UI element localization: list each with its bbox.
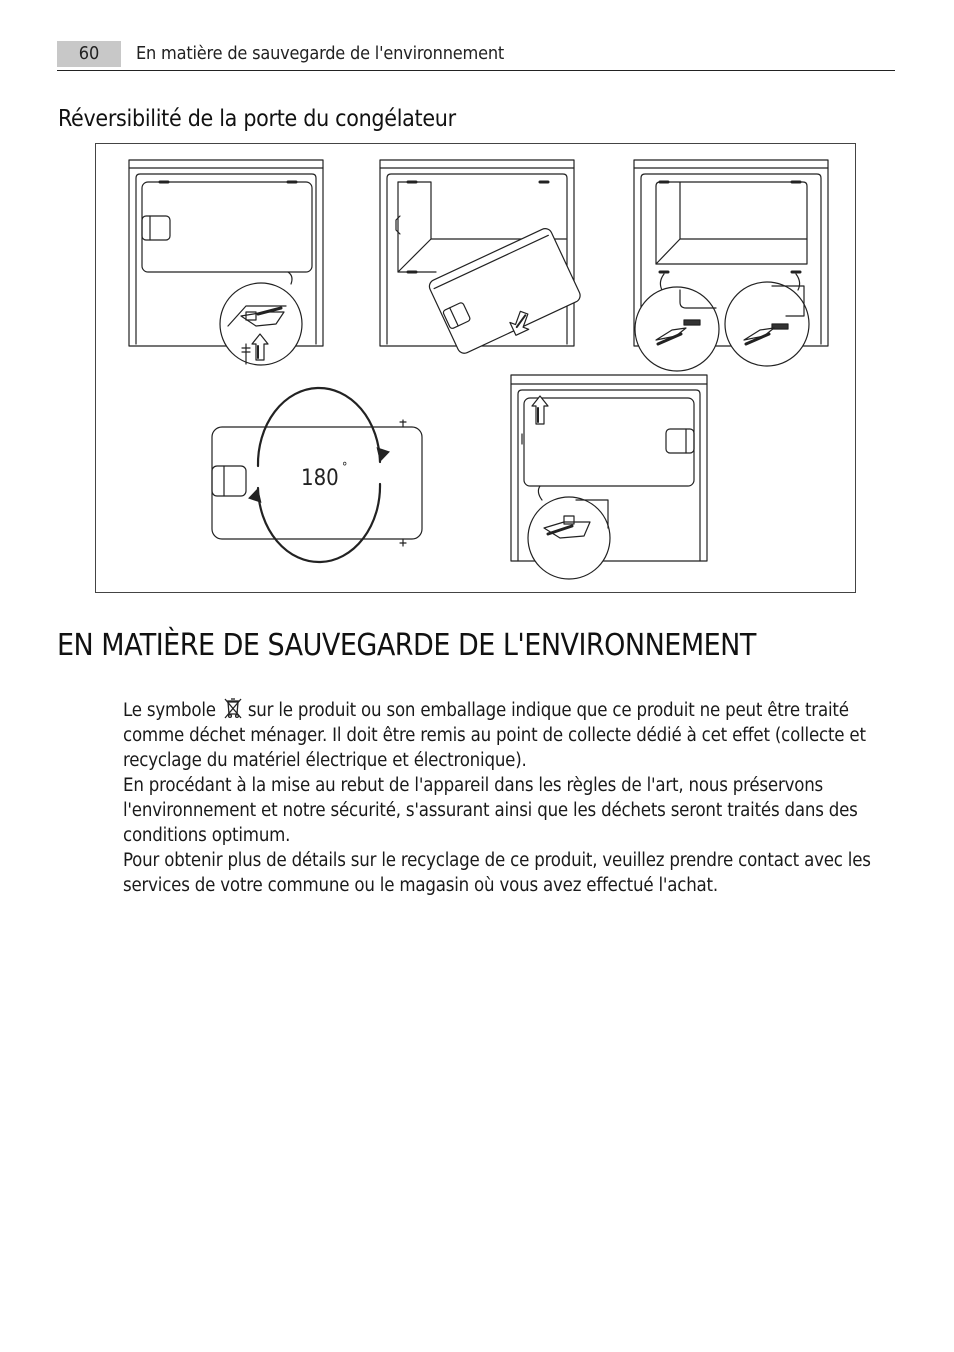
door-reversal-diagram [96,144,857,594]
door-reversal-figure [95,143,856,593]
step-5-reinstall-door [511,375,707,579]
section-title: Réversibilité de la porte du congélateur [58,106,456,132]
step-3-move-hinge [634,160,828,371]
paragraph-3: Pour obtenir plus de détails sur le recyclage de ce produit, veuillez prendre contact avec les services de votre commune ou le magasin où vous avez effectué l'achat. [123,850,871,896]
page-number: 60 [57,41,121,67]
p1-rest: sur le produit ou son emballage indique que ce produit ne peut être traité comme déchet ménager. Il doit être remis au point de collecte dédié à cet effet (collecte et recyclage du matériel électrique et électronique). [123,700,866,771]
step-4-rotate-door [212,388,422,562]
step-1-remove-hinge [129,160,323,365]
main-heading: EN MATIÈRE DE SAUVEGARDE DE L'ENVIRONNEMENT [57,628,756,663]
paragraph-1 [123,697,903,773]
p1-lead: Le symbole [123,700,216,721]
running-title: En matière de sauvegarde de l'environnement [136,43,505,64]
rotation-unit: ° [342,460,348,474]
crossed-out-wheelie-bin-icon [222,697,244,719]
step-2-remove-door [380,160,582,356]
paragraph-2: En procédant à la mise au rebut de l'appareil dans les règles de l'art, nous préservons l'environnement et notre sécurité, s'assurant ainsi que les déchets seront traités dans des conditions optimum. [123,775,858,846]
rotation-label: 180 [301,466,339,491]
page-header [57,40,895,71]
body-text [123,697,903,898]
